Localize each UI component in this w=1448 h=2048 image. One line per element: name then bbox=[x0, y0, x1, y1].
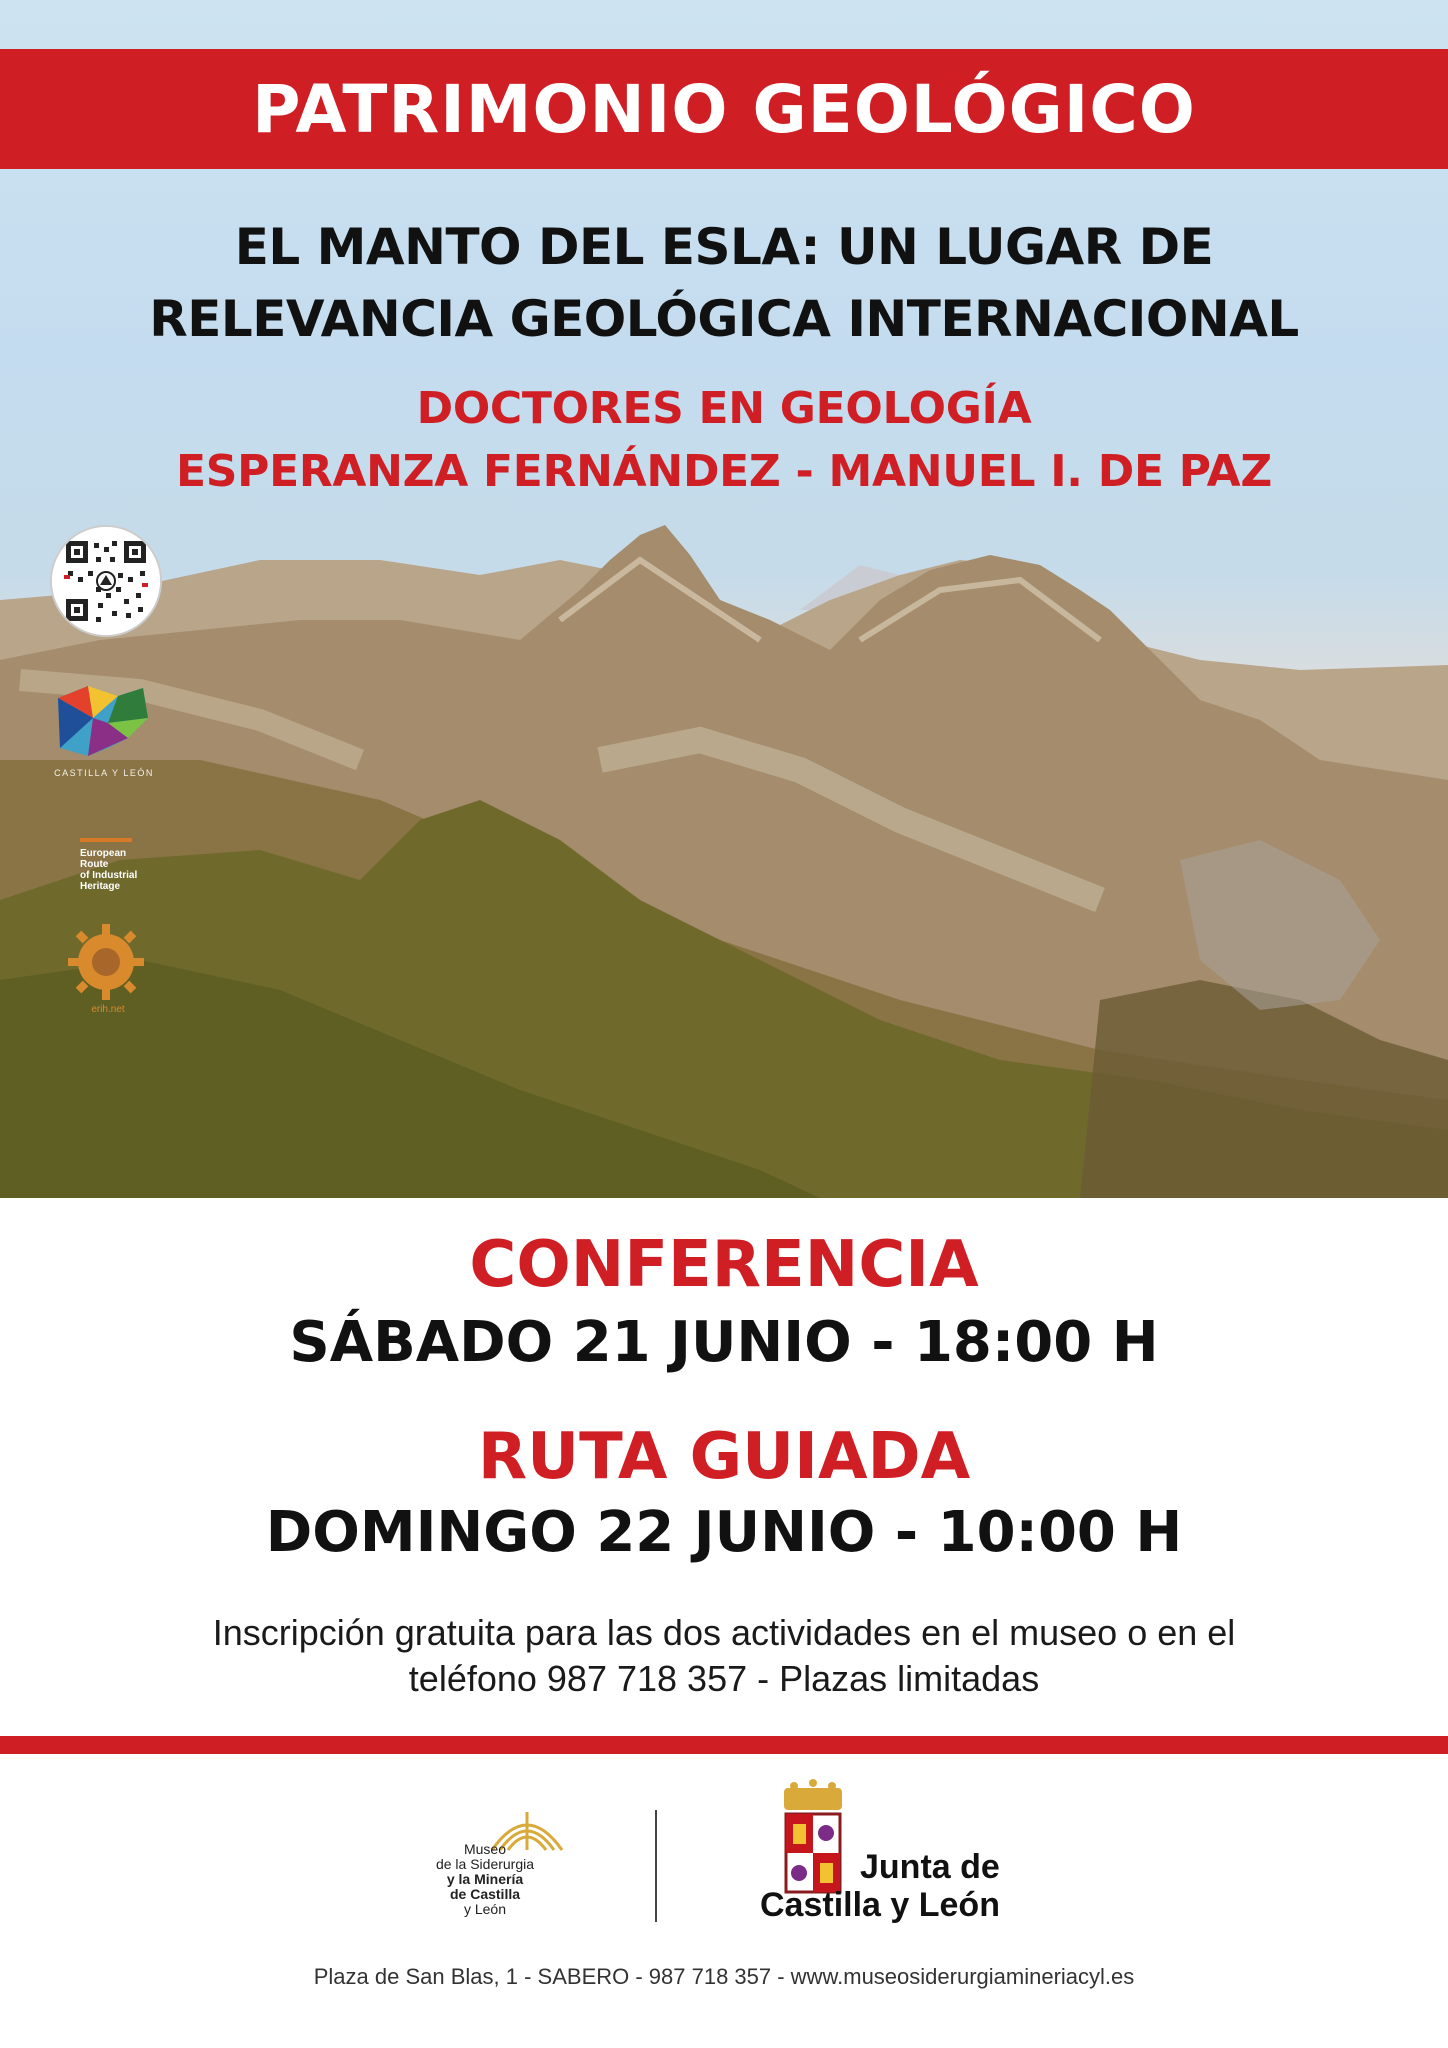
gear-icon bbox=[64, 920, 148, 1004]
event-1-date: SÁBADO 21 JUNIO - 18:00 H bbox=[289, 1310, 1159, 1375]
registration-note-line-2: teléfono 987 718 357 - Plazas limitadas bbox=[408, 1658, 1040, 1699]
erih-bar bbox=[80, 838, 132, 842]
castilla-y-leon-tourism-logo bbox=[48, 678, 158, 778]
museo-logo-text: Museo de la Siderurgia y la Minería de Castilla y León bbox=[435, 1841, 535, 1917]
event-2-title: RUTA GUIADA bbox=[477, 1420, 971, 1494]
registration-note-line-1: Inscripción gratuita para las dos actividades en el museo o en el bbox=[212, 1612, 1236, 1653]
title-band bbox=[0, 49, 1448, 169]
erih-logo-text: European Route of Industrial Heritage bbox=[80, 848, 138, 892]
footer-address: Plaza de San Blas, 1 - SABERO - 987 718 357 - www.museosiderurgiamineriacyl.es bbox=[313, 1964, 1135, 1989]
event-2-date: DOMINGO 22 JUNIO - 10:00 H bbox=[265, 1500, 1183, 1565]
speakers-line-1: DOCTORES EN GEOLOGÍA bbox=[416, 383, 1032, 434]
headline-line-1: EL MANTO DEL ESLA: UN LUGAR DE bbox=[234, 218, 1214, 276]
band-title: PATRIMONIO GEOLÓGICO bbox=[252, 70, 1196, 148]
red-divider-rule bbox=[0, 1736, 1448, 1754]
event-1-title: CONFERENCIA bbox=[469, 1228, 979, 1302]
erih-caption: erih.net bbox=[91, 1004, 125, 1015]
footer-divider bbox=[655, 1810, 657, 1922]
headline-line-2: RELEVANCIA GEOLÓGICA INTERNACIONAL bbox=[149, 290, 1299, 348]
junta-name-line-1: Junta de bbox=[860, 1848, 1000, 1886]
speakers-line-2: ESPERANZA FERNÁNDEZ - MANUEL I. DE PAZ bbox=[175, 446, 1273, 497]
cyl-caption: CASTILLA Y LEÓN bbox=[54, 768, 154, 778]
qr-code[interactable] bbox=[50, 525, 162, 637]
junta-name-line-2: Castilla y León bbox=[760, 1886, 1000, 1924]
